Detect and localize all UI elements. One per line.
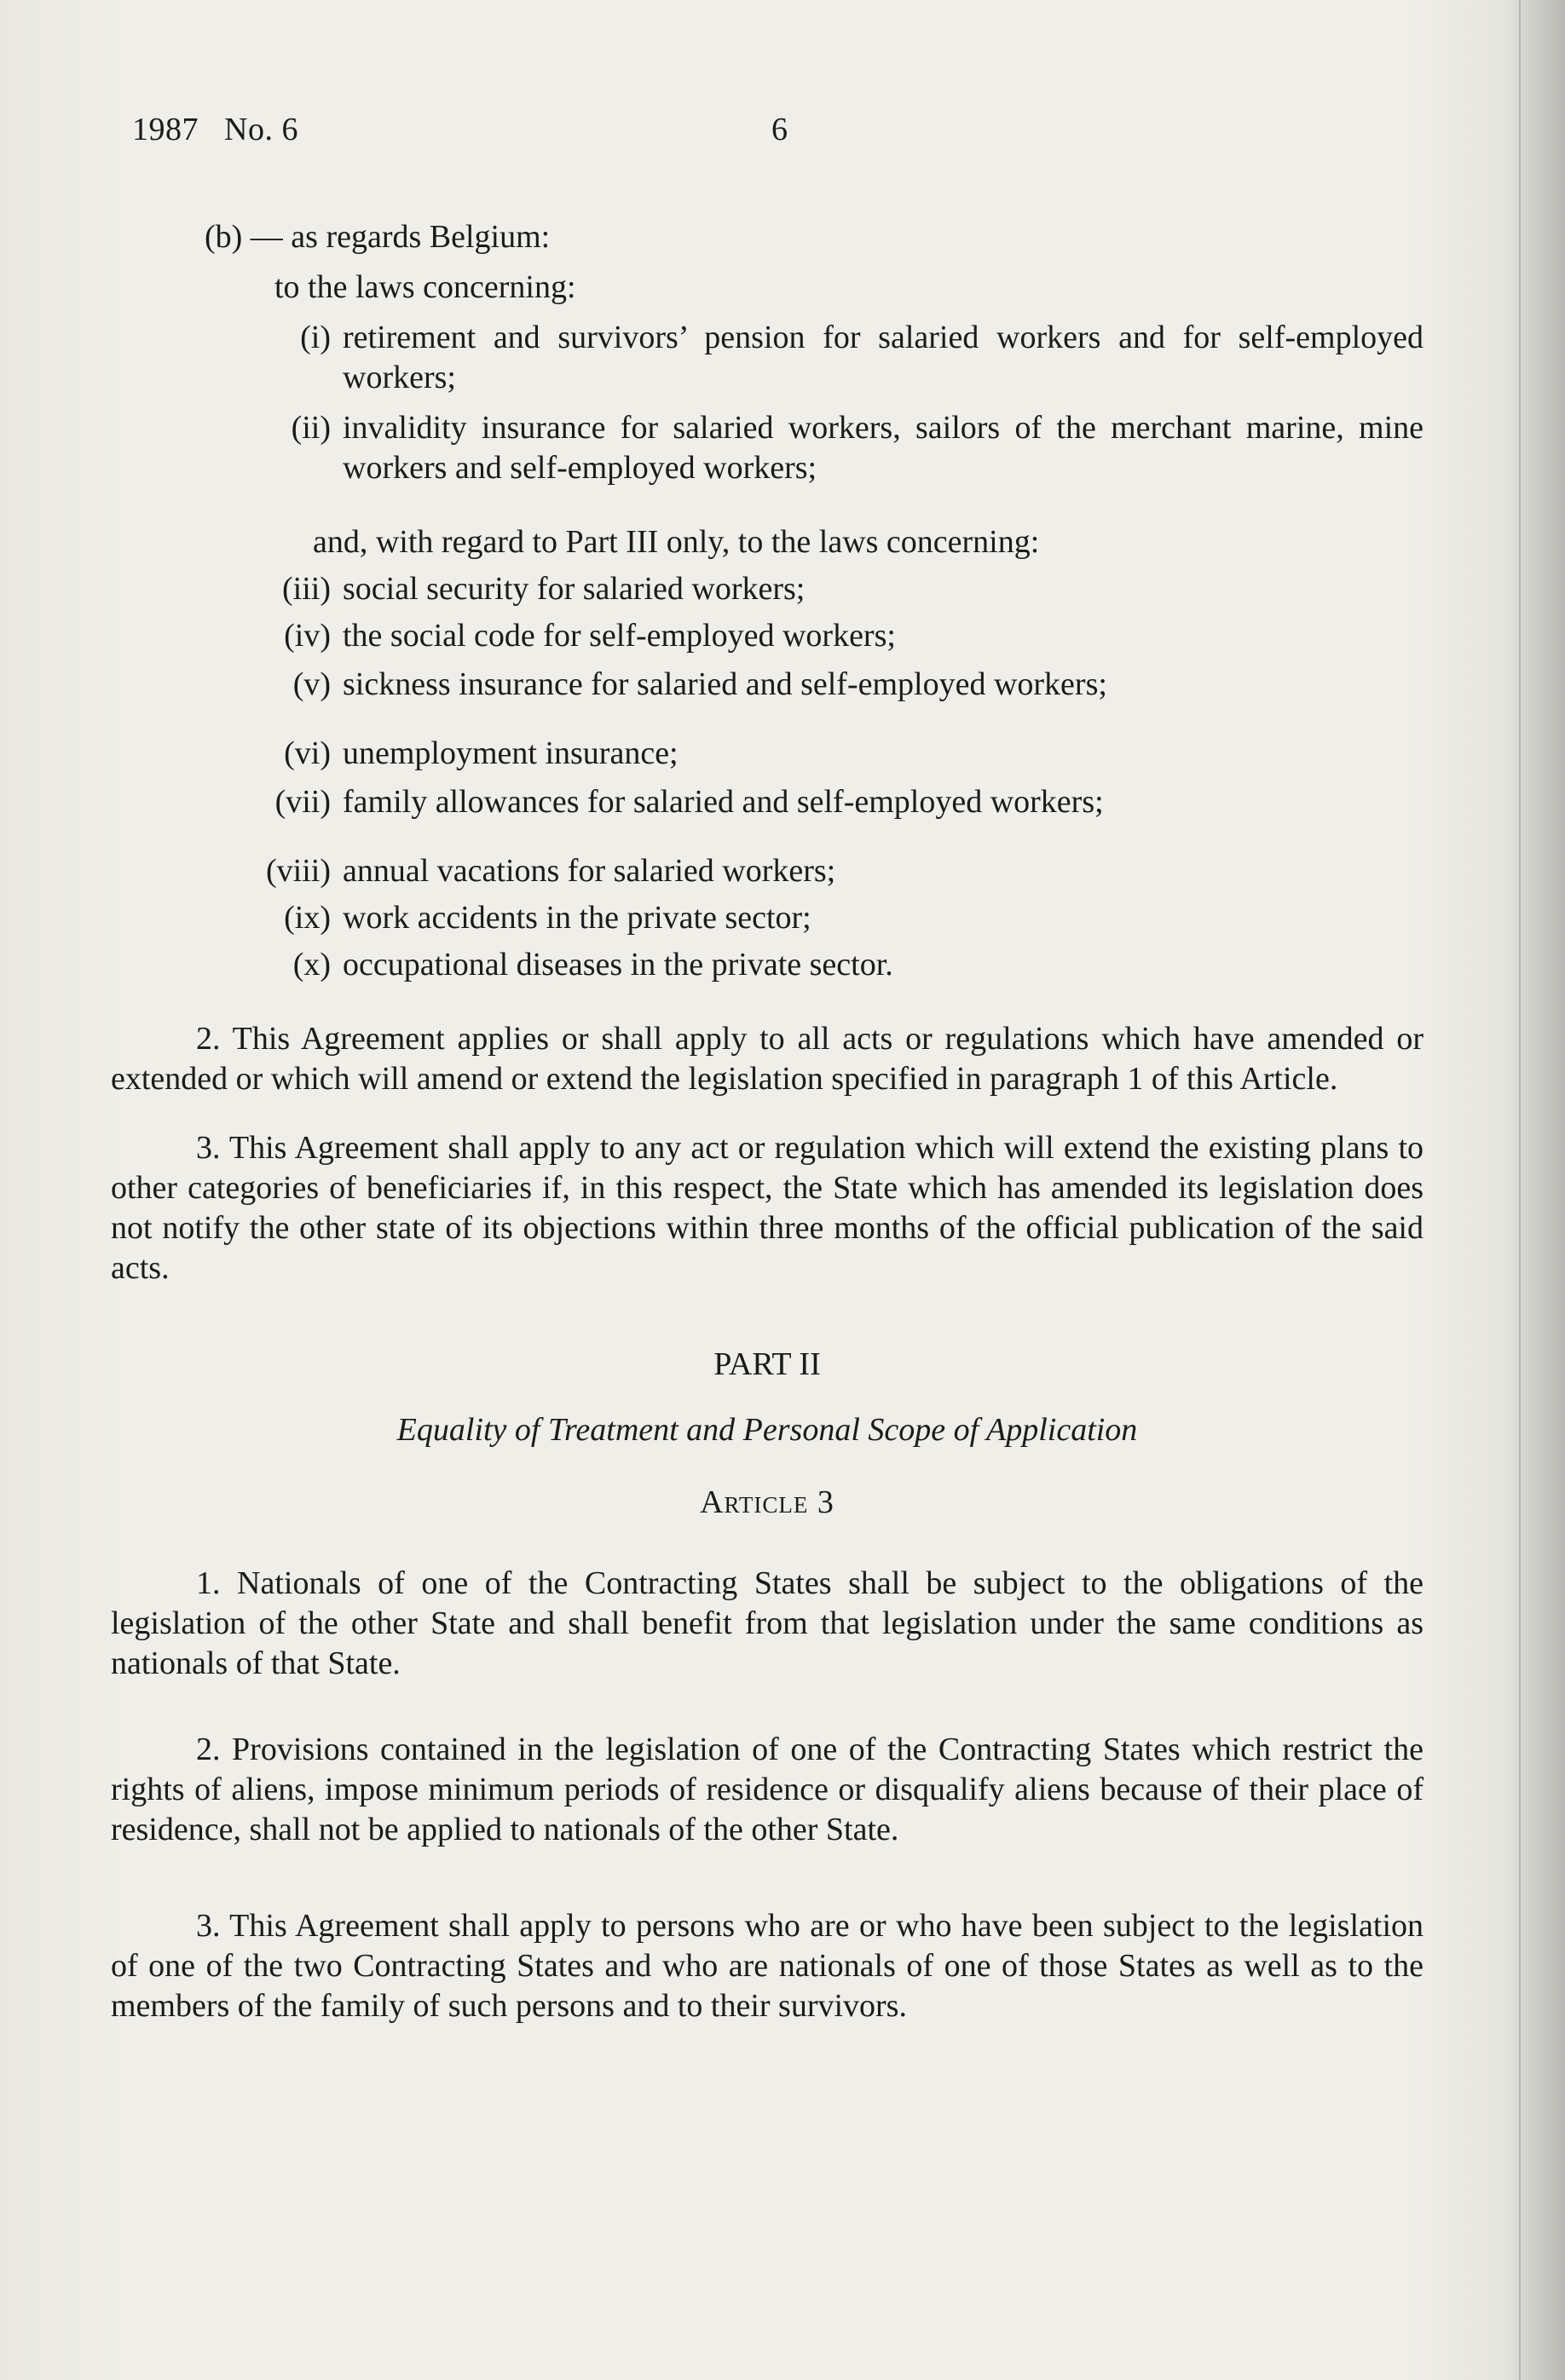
page-header (132, 111, 788, 148)
page-edge-line (1519, 0, 1521, 2380)
list-item (111, 898, 1424, 938)
section-b-intro: to the laws concerning: (274, 269, 576, 305)
article2-paragraph-2: 2. This Agreement applies or shall apply to all acts or regulations which have amended or extended or which will amend or extend the legislation specified in paragraph 1 of this Article. (111, 1021, 1424, 1097)
list-item-text: occupational diseases in the private sector. (343, 947, 893, 983)
list-item (111, 408, 1424, 488)
list-item-text: unemployment insurance; (343, 735, 679, 771)
page-number: 6 (771, 112, 788, 147)
list-item-number: (vii) (274, 784, 331, 820)
list-item-number: (v) (292, 666, 331, 702)
list-item-text: invalidity insurance for salaried workers, sailors of the merchant marine, mine workers and self-employed workers; (343, 410, 1424, 486)
list-item-number: (x) (292, 947, 331, 983)
part3-intro: and, with regard to Part III only, to the laws concerning: (313, 524, 1040, 560)
list-item-number: (ii) (291, 410, 331, 446)
list-item-number: (iii) (282, 571, 331, 607)
list-item (111, 734, 1424, 774)
list-item (111, 945, 1424, 985)
list-item-text: social security for salaried workers; (343, 571, 806, 607)
list-item (111, 851, 1424, 891)
section-b-label: (b) — as regards Belgium: (205, 219, 551, 255)
list-item-number: (viii) (266, 853, 331, 889)
list-item-number: (ix) (284, 900, 331, 936)
header-year-number: 1987 No. 6 (132, 112, 298, 147)
article-heading: Article 3 (700, 1484, 834, 1520)
list-item (111, 665, 1424, 705)
list-item-text: the social code for self-employed workers; (343, 618, 896, 654)
article3-paragraph-3: 3. This Agreement shall apply to persons who are or who have been subject to the legislation of one of the two Contracting States and who are nationals of one of those States as well as to the members of the family of such persons and to their survivors. (111, 1908, 1424, 2024)
part-subtitle: Equality of Treatment and Personal Scope of Application (396, 1412, 1138, 1448)
list-item-text: retirement and survivors’ pension for salaried workers and for self-employed workers; (343, 320, 1424, 395)
list-item-number: (i) (300, 320, 331, 355)
list-item-text: annual vacations for salaried workers; (343, 853, 836, 889)
list-item (111, 782, 1424, 822)
article3-paragraph-1: 1. Nationals of one of the Contracting States shall be subject to the obligations of the legislation of the other State and shall benefit from that legislation under the same conditions as nationals of that State. (111, 1565, 1424, 1681)
article2-paragraph-3: 3. This Agreement shall apply to any act or regulation which will extend the existing plans to other categories of beneficiaries if, in this respect, the State which has amended its legislation does not notify the other state of its objections within three months of the official publication of the said acts. (111, 1130, 1424, 1286)
part-heading: PART II (713, 1346, 821, 1382)
list-item-text: work accidents in the private sector; (343, 900, 811, 936)
list-item-number: (iv) (284, 618, 331, 654)
list-item (111, 569, 1424, 609)
list-item-number: (vi) (284, 735, 331, 771)
list-item (111, 616, 1424, 656)
document-body (111, 217, 1424, 2026)
page-edge-shadow (1505, 0, 1565, 2380)
article3-paragraph-2: 2. Provisions contained in the legislation of one of the Contracting States which restrict the rights of aliens, impose minimum periods of residence or disqualify aliens because of their place of residence, shall not be applied to nationals of the other State. (111, 1732, 1424, 1847)
list-item (111, 318, 1424, 398)
list-item-text: sickness insurance for salaried and self-employed workers; (343, 666, 1107, 702)
list-item-text: family allowances for salaried and self-employed workers; (343, 784, 1104, 820)
